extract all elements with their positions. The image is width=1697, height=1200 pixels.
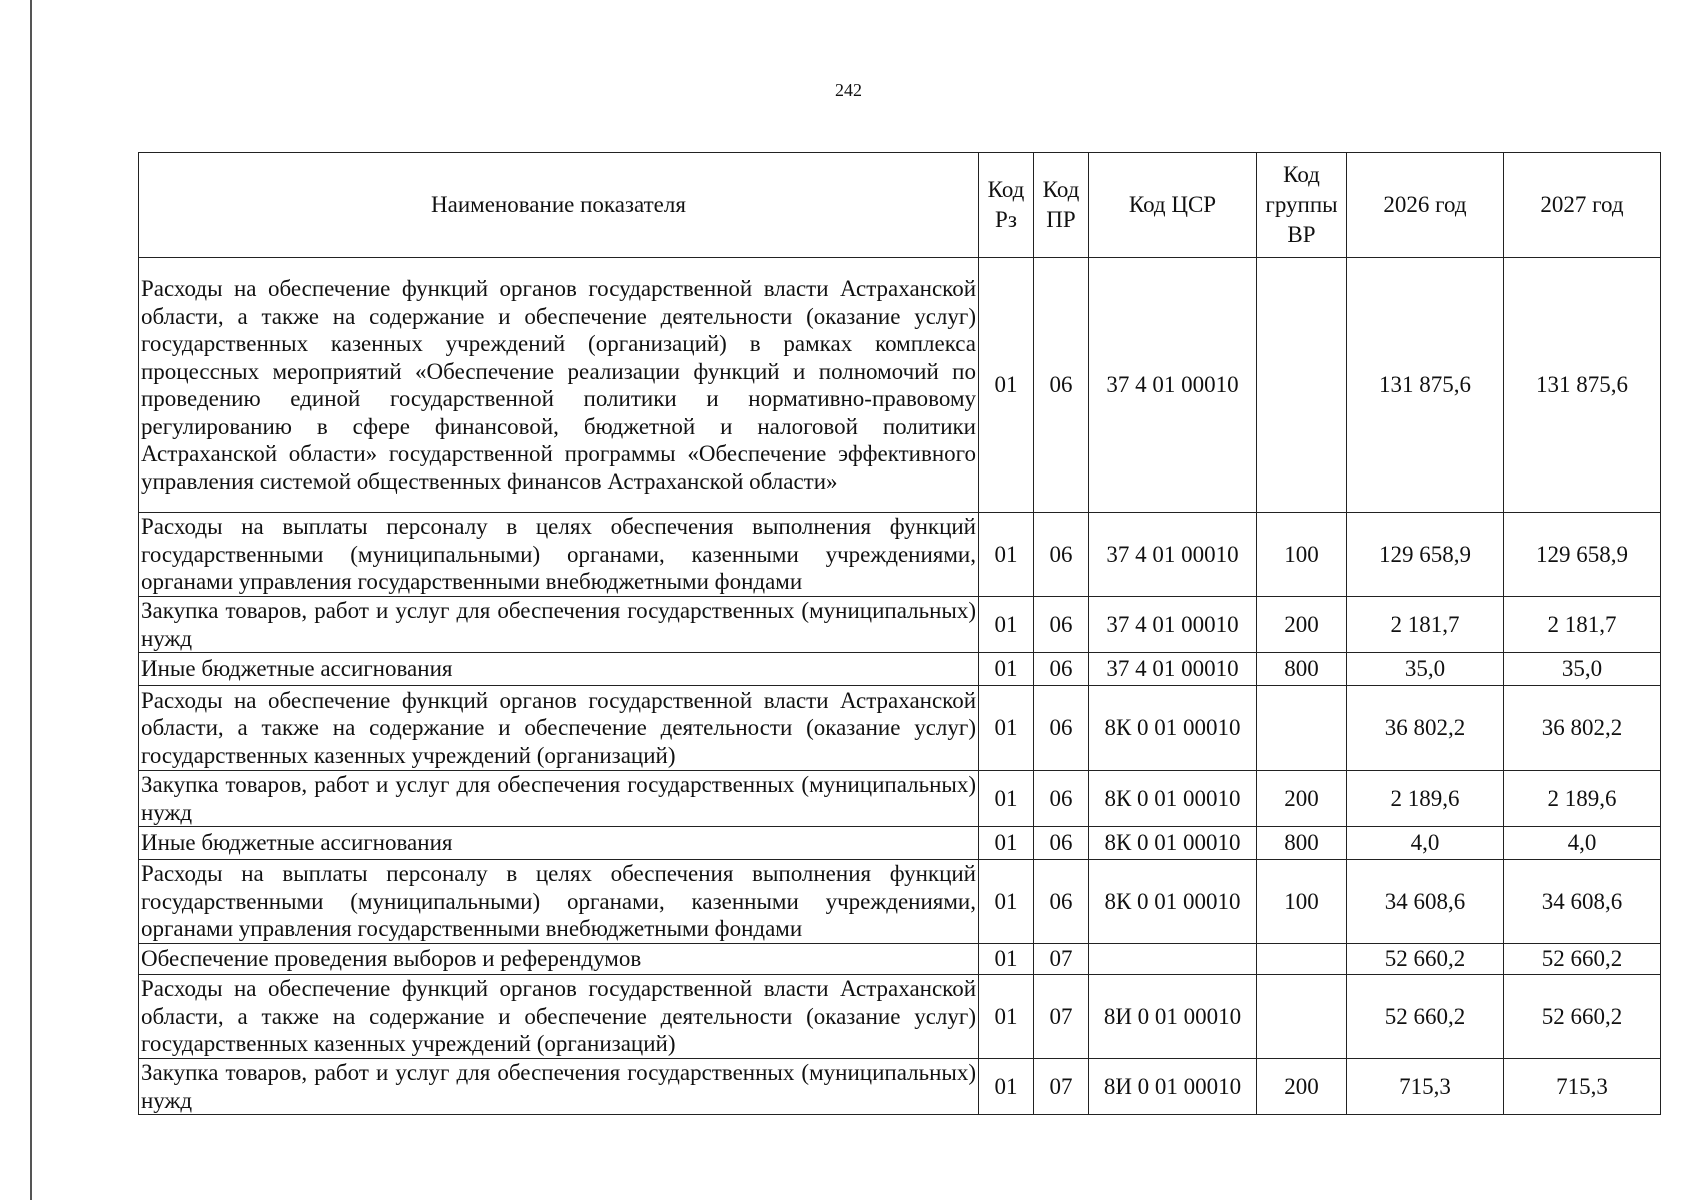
cell-name: Иные бюджетные ассигнования bbox=[139, 653, 979, 686]
cell-vr: 200 bbox=[1257, 597, 1347, 653]
cell-csr: 8И 0 01 00010 bbox=[1089, 975, 1257, 1059]
cell-rz: 01 bbox=[979, 1059, 1034, 1115]
header-name: Наименование показателя bbox=[139, 153, 979, 258]
cell-rz: 01 bbox=[979, 827, 1034, 860]
budget-table bbox=[138, 152, 1661, 1115]
cell-vr bbox=[1257, 258, 1347, 513]
cell-pr: 06 bbox=[1034, 513, 1089, 597]
cell-name: Расходы на обеспечение функций органов государственной власти Астраханской области, а также на содержание и обеспечение деятельности (оказание услуг) государственных казенных учреждений (организаций) в рамках комплекса процессных мероприятий «Обеспечение реализации функций и полномочий по проведению единой государственной политики и нормативно-правовому регулированию в сфере финансовой, бюджетной и налоговой политики Астраханской области» государственной программы «Обеспечение эффективного управления системой общественных финансов Астраханской области» bbox=[139, 258, 979, 513]
cell-2027: 2 189,6 bbox=[1504, 771, 1661, 827]
cell-2027: 52 660,2 bbox=[1504, 975, 1661, 1059]
cell-pr: 07 bbox=[1034, 975, 1089, 1059]
header-row bbox=[139, 153, 1661, 258]
cell-csr bbox=[1089, 944, 1257, 975]
table-body bbox=[139, 258, 1661, 1115]
cell-pr: 06 bbox=[1034, 597, 1089, 653]
cell-pr: 06 bbox=[1034, 771, 1089, 827]
table-row bbox=[139, 258, 1661, 513]
table-row bbox=[139, 653, 1661, 686]
table-row bbox=[139, 944, 1661, 975]
cell-pr: 06 bbox=[1034, 653, 1089, 686]
cell-rz: 01 bbox=[979, 686, 1034, 771]
cell-2026: 715,3 bbox=[1347, 1059, 1504, 1115]
table-row bbox=[139, 597, 1661, 653]
cell-rz: 01 bbox=[979, 860, 1034, 944]
cell-2027: 52 660,2 bbox=[1504, 944, 1661, 975]
cell-pr: 06 bbox=[1034, 860, 1089, 944]
cell-vr bbox=[1257, 944, 1347, 975]
cell-vr: 100 bbox=[1257, 860, 1347, 944]
cell-name: Расходы на обеспечение функций органов государственной власти Астраханской области, а также на содержание и обеспечение деятельности (оказание услуг) государственных казенных учреждений (организаций) bbox=[139, 686, 979, 771]
cell-2027: 4,0 bbox=[1504, 827, 1661, 860]
table-row bbox=[139, 860, 1661, 944]
cell-rz: 01 bbox=[979, 944, 1034, 975]
cell-2027: 131 875,6 bbox=[1504, 258, 1661, 513]
cell-vr: 100 bbox=[1257, 513, 1347, 597]
cell-name: Обеспечение проведения выборов и референдумов bbox=[139, 944, 979, 975]
cell-name: Закупка товаров, работ и услуг для обеспечения государственных (муниципальных) нужд bbox=[139, 597, 979, 653]
cell-pr: 06 bbox=[1034, 686, 1089, 771]
cell-vr: 200 bbox=[1257, 771, 1347, 827]
table-row bbox=[139, 1059, 1661, 1115]
cell-rz: 01 bbox=[979, 771, 1034, 827]
cell-csr: 37 4 01 00010 bbox=[1089, 597, 1257, 653]
cell-2026: 52 660,2 bbox=[1347, 975, 1504, 1059]
cell-2027: 35,0 bbox=[1504, 653, 1661, 686]
cell-name: Расходы на обеспечение функций органов государственной власти Астраханской области, а также на содержание и обеспечение деятельности (оказание услуг) государственных казенных учреждений (организаций) bbox=[139, 975, 979, 1059]
header-rz: Код Рз bbox=[979, 153, 1034, 258]
cell-2027: 715,3 bbox=[1504, 1059, 1661, 1115]
header-pr: Код ПР bbox=[1034, 153, 1089, 258]
table-row bbox=[139, 975, 1661, 1059]
cell-pr: 07 bbox=[1034, 1059, 1089, 1115]
cell-pr: 06 bbox=[1034, 827, 1089, 860]
table-header bbox=[139, 153, 1661, 258]
cell-vr: 200 bbox=[1257, 1059, 1347, 1115]
cell-csr: 37 4 01 00010 bbox=[1089, 653, 1257, 686]
cell-2026: 129 658,9 bbox=[1347, 513, 1504, 597]
cell-pr: 06 bbox=[1034, 258, 1089, 513]
cell-2027: 129 658,9 bbox=[1504, 513, 1661, 597]
cell-2026: 35,0 bbox=[1347, 653, 1504, 686]
cell-2026: 4,0 bbox=[1347, 827, 1504, 860]
cell-name: Закупка товаров, работ и услуг для обеспечения государственных (муниципальных) нужд bbox=[139, 771, 979, 827]
cell-2027: 34 608,6 bbox=[1504, 860, 1661, 944]
cell-rz: 01 bbox=[979, 597, 1034, 653]
cell-2027: 2 181,7 bbox=[1504, 597, 1661, 653]
cell-vr: 800 bbox=[1257, 827, 1347, 860]
cell-vr: 800 bbox=[1257, 653, 1347, 686]
cell-csr: 37 4 01 00010 bbox=[1089, 258, 1257, 513]
cell-csr: 8К 0 01 00010 bbox=[1089, 771, 1257, 827]
cell-rz: 01 bbox=[979, 975, 1034, 1059]
cell-vr bbox=[1257, 686, 1347, 771]
cell-rz: 01 bbox=[979, 513, 1034, 597]
table-row bbox=[139, 827, 1661, 860]
cell-name: Расходы на выплаты персоналу в целях обеспечения выполнения функций государственными (муниципальными) органами, казенными учреждениями, органами управления государственными внебюджетными фондами bbox=[139, 513, 979, 597]
cell-2026: 2 189,6 bbox=[1347, 771, 1504, 827]
page-number: 242 bbox=[835, 80, 862, 100]
cell-2026: 131 875,6 bbox=[1347, 258, 1504, 513]
cell-csr: 37 4 01 00010 bbox=[1089, 513, 1257, 597]
cell-vr bbox=[1257, 975, 1347, 1059]
cell-csr: 8К 0 01 00010 bbox=[1089, 860, 1257, 944]
table-row bbox=[139, 513, 1661, 597]
binding-margin-line bbox=[30, 0, 32, 1200]
header-year-2027: 2027 год bbox=[1504, 153, 1661, 258]
cell-2027: 36 802,2 bbox=[1504, 686, 1661, 771]
header-vr: Код группы ВР bbox=[1257, 153, 1347, 258]
cell-rz: 01 bbox=[979, 258, 1034, 513]
cell-2026: 52 660,2 bbox=[1347, 944, 1504, 975]
cell-pr: 07 bbox=[1034, 944, 1089, 975]
table-row bbox=[139, 771, 1661, 827]
cell-2026: 2 181,7 bbox=[1347, 597, 1504, 653]
header-year-2026: 2026 год bbox=[1347, 153, 1504, 258]
cell-name: Закупка товаров, работ и услуг для обеспечения государственных (муниципальных) нужд bbox=[139, 1059, 979, 1115]
cell-2026: 36 802,2 bbox=[1347, 686, 1504, 771]
cell-csr: 8К 0 01 00010 bbox=[1089, 686, 1257, 771]
cell-csr: 8К 0 01 00010 bbox=[1089, 827, 1257, 860]
cell-name: Расходы на выплаты персоналу в целях обеспечения выполнения функций государственными (муниципальными) органами, казенными учреждениями, органами управления государственными внебюджетными фондами bbox=[139, 860, 979, 944]
cell-2026: 34 608,6 bbox=[1347, 860, 1504, 944]
cell-rz: 01 bbox=[979, 653, 1034, 686]
table-row bbox=[139, 686, 1661, 771]
cell-name: Иные бюджетные ассигнования bbox=[139, 827, 979, 860]
header-csr: Код ЦСР bbox=[1089, 153, 1257, 258]
cell-csr: 8И 0 01 00010 bbox=[1089, 1059, 1257, 1115]
